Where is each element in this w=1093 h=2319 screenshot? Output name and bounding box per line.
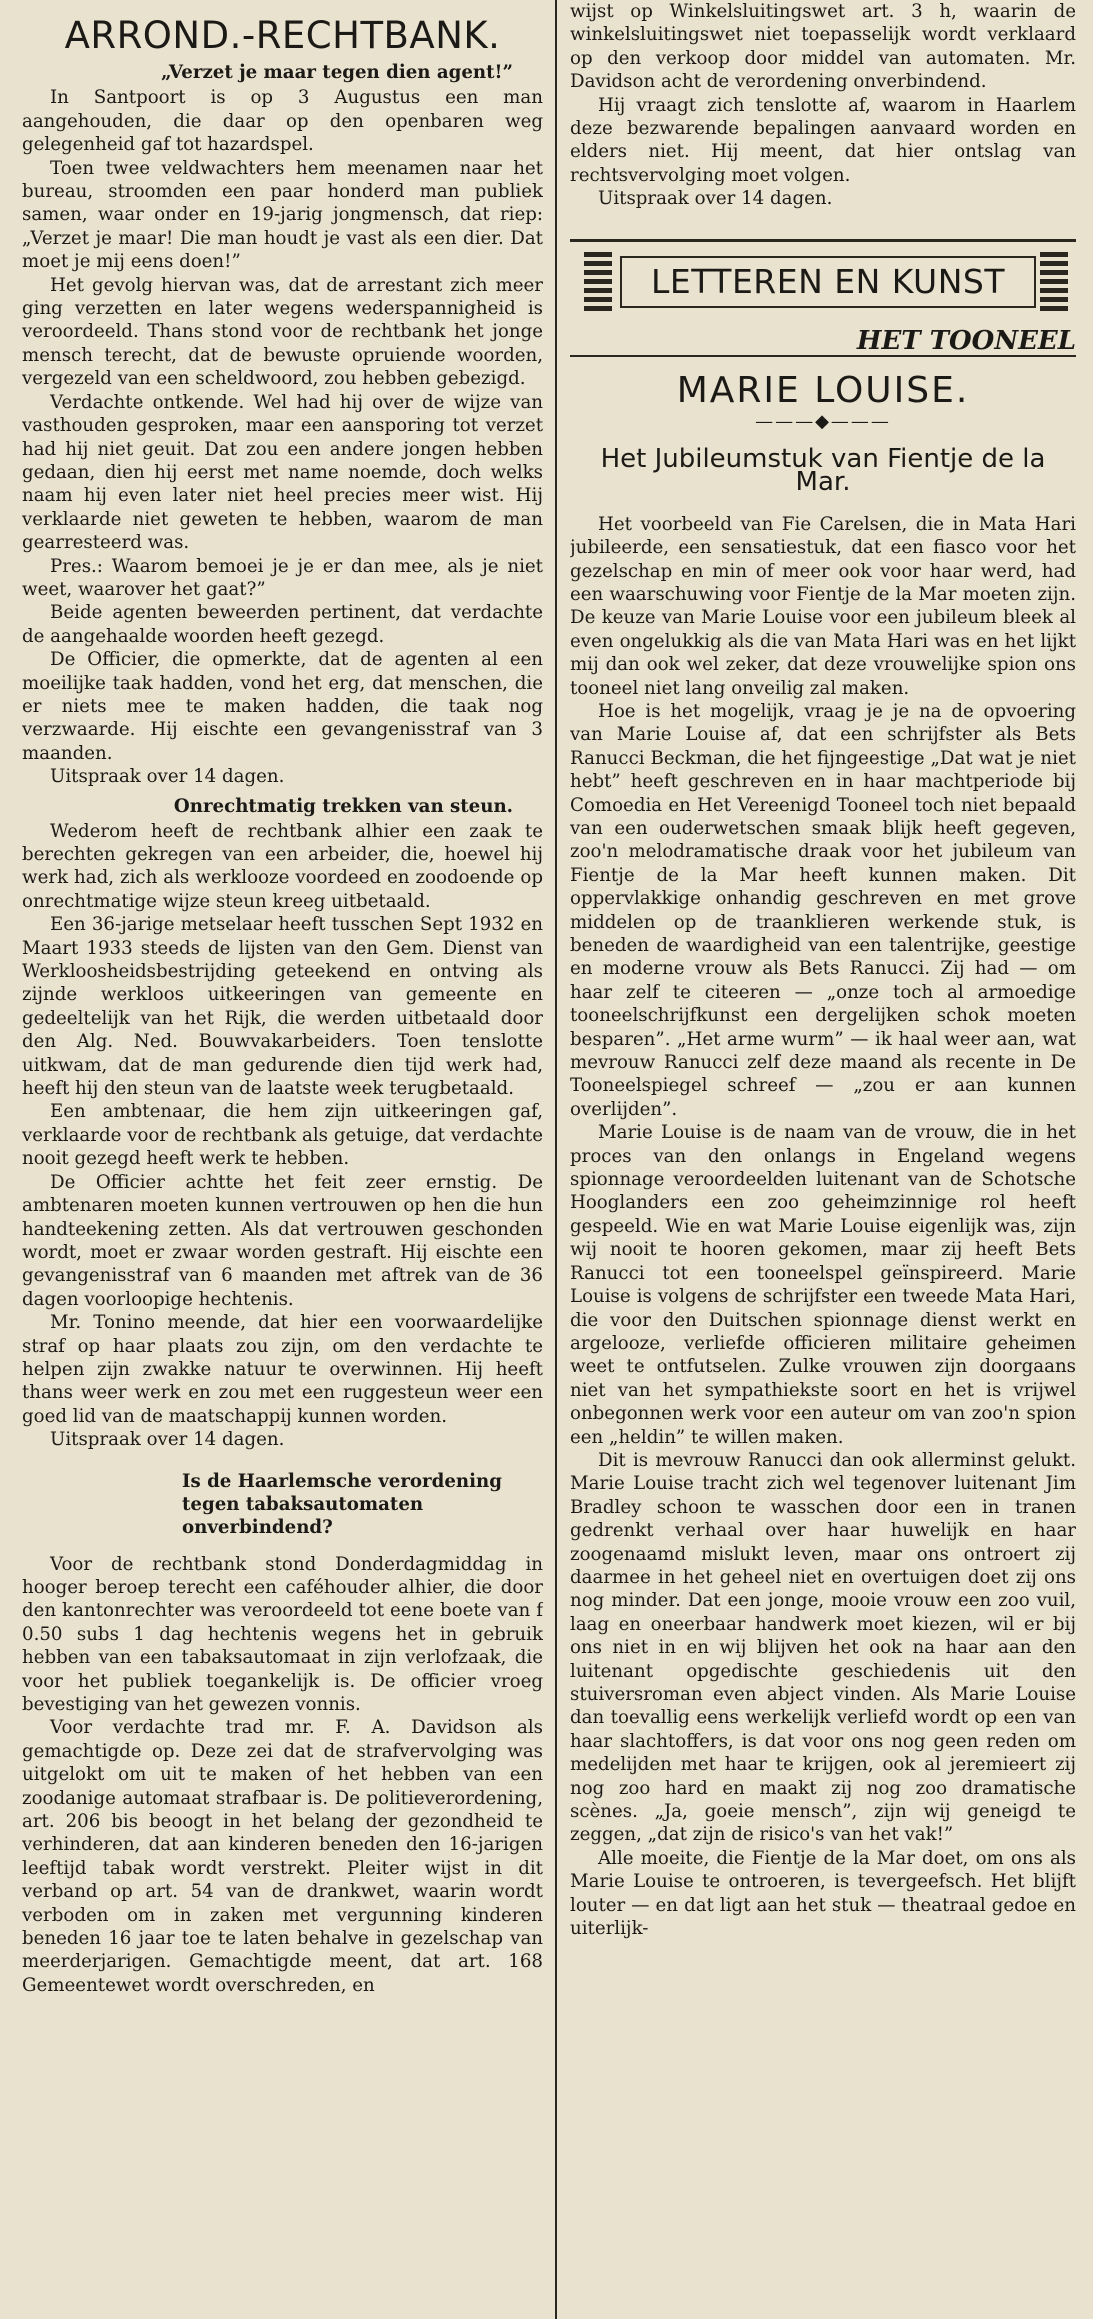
article-1-title: „Verzet je maar tegen dien agent!” — [161, 62, 513, 84]
article-1-para: Toen twee veldwachters hem meenamen naar het bureau, stroomden een paar honderd man publiek samen, waar onder en 19-jarig jongmensch, dat riep: „Verzet je maar! Die man houdt je vast als een dier. Dat moet je mij eens doen!” — [22, 157, 543, 273]
banner-ornament-left — [584, 252, 612, 314]
review-title: MARIE LOUISE. — [676, 370, 970, 412]
article-2-para: Wederom heeft de rechtbank alhier een zaak te berechten gekregen van een arbeider, die, hoewel hij werk had, zich als werklooze voordeed en zoodoende op onrechtmatige wijze steun kreeg uitbetaald. — [22, 820, 543, 912]
review-deck: Het Jubileumstuk van Fientje de la Mar. — [600, 443, 1046, 498]
title-ornament: ———◆——— — [755, 411, 891, 433]
article-1-para: De Officier, die opmerkte, dat de agenten al een moeilijke taak hadden, vond het erg, dat menschen, die er niets mee te maken hadden, die taak nog verzwaarde. Hij eischte een gevangenisstraf van 3 maanden. — [22, 649, 543, 764]
continued-para: Uitspraak over 14 dagen. — [598, 188, 833, 210]
right-column — [570, 0, 1076, 2319]
banner-ornament-right — [1040, 252, 1068, 314]
article-1-para: In Santpoort is op 3 Augustus een man aangehouden, die daar op den openbaren weg gelegenheid gaf tot hazardspel. — [22, 87, 543, 156]
continued-para: wijst op Winkelsluitingswet art. 3 h, waarin de winkelsluitingswet niet toepasselijk wordt verklaard op den verkoop door middel van automaten. Mr. Davidson acht de verordening onverbindend. — [570, 1, 1076, 93]
article-3-para: Voor verdachte trad mr. F. A. Davidson als gemachtigde op. Deze zei dat de strafvervolging was uitgelokt om uit te maken of het hebben van een zoodanige automaat strafbaar is. De politieverordening, art. 206 bis beoogt in het belang der gezondheid te verhinderen, dat aan kinderen beneden den 16-jarigen leeftijd tabak wordt verstrekt. Pleiter wijst in dit verband op art. 54 van de drankwet, waarin wordt verboden om in zaken met vergunning kinderen beneden 16 jaar toe te laten behalve in gezelschap van meerderjarigen. Gemachtigde meent, dat art. 168 Gemeentewet wordt overschreden, en — [22, 1717, 543, 1996]
continued-para: Hij vraagt zich tenslotte af, waarom in Haarlem deze bezwarende bepalingen aanvaard worden en elders niet. Hij meent, dat hier ontslag van rechtsvervolging moet volgen. — [570, 94, 1076, 186]
section-kicker: HET TOONEEL — [570, 330, 1076, 357]
article-1-para: Het gevolg hiervan was, dat de arrestant zich meer ging verzetten en later wegens wederspannigheid is veroordeeld. Thans stond voor de rechtbank het jonge mensch terecht, dat de bewuste opruiende woorden, vergezeld van een scheldwoord, zou hebben gebezigd. — [22, 274, 543, 390]
article-3-title: Is de Haarlemsche verordening tegen tabaksautomaten onverbindend? — [182, 1470, 502, 1538]
article-3-para: Voor de rechtbank stond Donderdagmiddag in hooger beroep terecht een caféhouder alhier, die door den kantonrechter was veroordeeld tot eene boete van f 0.50 subs 1 dag hechtenis wegens het in gebruik hebben van een tabaksautomaat in zijn verlofzaak, die voor het publiek toegankelijk is. De officier vroeg bevestiging van het gewezen vonnis. — [22, 1553, 543, 1715]
article-2-para: Een 36-jarige metselaar heeft tusschen Sept 1932 en Maart 1933 steeds de lijsten van den Gem. Dienst van Werkloosheidsbestrijding geteekend en ontving als zijnde werkloos uitkeeringen van gemeente en gedeeltelijk van het Rijk, die werden uitbetaald door den Alg. Ned. Bouwvakarbeiders. Toen tenslotte uitkwam, dat de man gedurende dien tijd werk had, heeft hij den steun van de laatste week terugbetaald. — [22, 914, 543, 1100]
article-2-para: Uitspraak over 14 dagen. — [50, 1429, 285, 1451]
review-para: Hoe is het mogelijk, vraag je je na de opvoering van Marie Louise af, dat een schrijfster als Bets Ranucci Beckman, die het fijngeestige „Dat wat je niet hebt” heeft geschreven en in haar machtperiode bij Comoedia en Het Vereenigd Tooneel toch niet bepaald van een ouderwetschen smaak blijk heeft gegeven, zoo'n melodramatische draak voor het jubileum van Fientje de la Mar heeft kunnen maken. Dit oppervlakkige onhandig geschreven en met grove middelen op de traanklieren werkende stuk, is beneden de waardigheid van een talentrijke, geestige en moderne vrouw als Bets Ranucci. Zij had — om haar zelf te citeeren — „onze toch al armoedige tooneelschrijfkunst een dergelijken schok moeten besparen”. „Het arme wurm” — ik haal weer aan, wat mevrouw Ranucci zelf deze maand als recente in De Tooneelspiegel schreef — „zou er aan kunnen overlijden”. — [570, 700, 1076, 1120]
article-1-para: Beide agenten beweerden pertinent, dat verdachte de aangehaalde woorden heeft gezegd. — [22, 602, 543, 647]
review-para: Alle moeite, die Fientje de la Mar doet, om ons als Marie Louise te ontroeren, is tevergeefsch. Het blijft louter — en dat ligt aan het stuk — theatraal gedoe en uiterlijk- — [570, 1847, 1076, 1940]
review-para: Dit is mevrouw Ranucci dan ook allerminst gelukt. Marie Louise tracht zich wel tegenover luitenant Jim Bradley schoon te wasschen door een in tranen gedrenkt verhaal over haar huwelijk en haar zoogenaamd mislukt leven, maar ons ontroert zij daarmee in het geheel niet en overtuigen doet zij ons nog minder. Dat een jonge, mooie vrouw een zoo vuil, laag en oneerbaar handwerk moet kiezen, wil er bij ons niet in en wij blijven het ook na haar aan den luitenant opgedischte geschiedenis uit den stuiversroman even abject vinden. Als Marie Louise dan toevallig eens werkelijk verliefd wordt op een van haar slachtoffers, is dat voor ons nog geen reden om medelijden met haar te krijgen, ook al jeremieert zij nog zoo hard en maakt zij nog zoo dramatische scènes. „Ja, goeie mensch”, zijn wij geneigd te zeggen, „dat zijn de risico's van het vak!” — [570, 1449, 1076, 1846]
article-2-para: Mr. Tonino meende, dat hier een voorwaardelijke straf op haar plaats zou zijn, om den verdachte te helpen zijn zwakke natuur te overwinnen. Hij heeft thans weer werk en zou met een ruggesteun weer een goed lid van de maatschappij kunnen worden. — [22, 1312, 543, 1427]
article-2-title: Onrechtmatig trekken van steun. — [173, 795, 513, 817]
section-banner — [570, 239, 1076, 320]
section-banner-title: LETTEREN EN KUNST — [620, 256, 1036, 308]
review-para: Het voorbeeld van Fie Carelsen, die in Mata Hari jubileerde, een sensatiestuk, dat een fiasco voor het gezelschap en min of meer ook voor haar werd, had een waarschuwing voor Fientje de la Mar moeten zijn. De keuze van Marie Louise voor een jubileum bleek al even ongelukkig als die van Mata Hari was en het lijkt mij dan ook wel zeker, dat deze vrouwelijke spion ons tooneel niet lang onveilig zal maken. — [570, 513, 1076, 699]
review-para: Marie Louise is de naam van de vrouw, die in het proces van den onlangs in Engeland wegens spionnage veroordeelden luitenant van de Schotsche Hooglanders een zoo geheimzinnige rol heeft gespeeld. Wie en wat Marie Louise eigenlijk was, zijn wij nooit te hooren gekomen, maar zij heeft Bets Ranucci tot een tooneelspel geïnspireerd. Marie Louise is volgens de schrijfster een tweede Mata Hari, die voor den Duitschen spionnage dienst werkt en argelooze, verliefde officieren militaire geheimen weet te ontfutselen. Zulke vrouwen zijn doorgaans niet van het sympathiekste soort en het is vrijwel onbegonnen werk voor een auteur om van zoo'n spion een „heldin” te willen maken. — [570, 1122, 1076, 1448]
left-column — [22, 0, 543, 2319]
article-1-para: Uitspraak over 14 dagen. — [50, 766, 285, 788]
article-1-para: Verdachte ontkende. Wel had hij over de wijze van vasthouden gesproken, maar een aansporing tot verzet had hij niet geuit. Dat zou een andere jongen hebben gedaan, dien hij eerst met name noemde, doch welks naam hij even later niet heel precies meer wist. Hij verklaarde niet geweten te hebben, waarom de man gearresteerd was. — [22, 391, 543, 554]
court-heading: ARROND.-RECHTBANK. — [64, 14, 501, 57]
article-2-para: Een ambtenaar, die hem zijn uitkeeringen gaf, verklaarde voor de rechtbank als getuige, dat verdachte nooit gezegd heeft werk te hebben. — [22, 1101, 543, 1170]
article-1-para: Pres.: Waarom bemoei je je er dan mee, als je niet weet, waarover het gaat?” — [22, 555, 543, 600]
article-2-para: De Officier achtte het feit zeer ernstig. De ambtenaren moeten kunnen vertrouwen op hen die hun handteekening zetten. Als dat vertrouwen geschonden wordt, moet er zwaar worden gestraft. Hij eischte een gevangenisstraf van 6 maanden met aftrek van de 36 dagen voorloopige hechtenis. — [22, 1171, 543, 1310]
column-divider — [555, 0, 557, 2319]
